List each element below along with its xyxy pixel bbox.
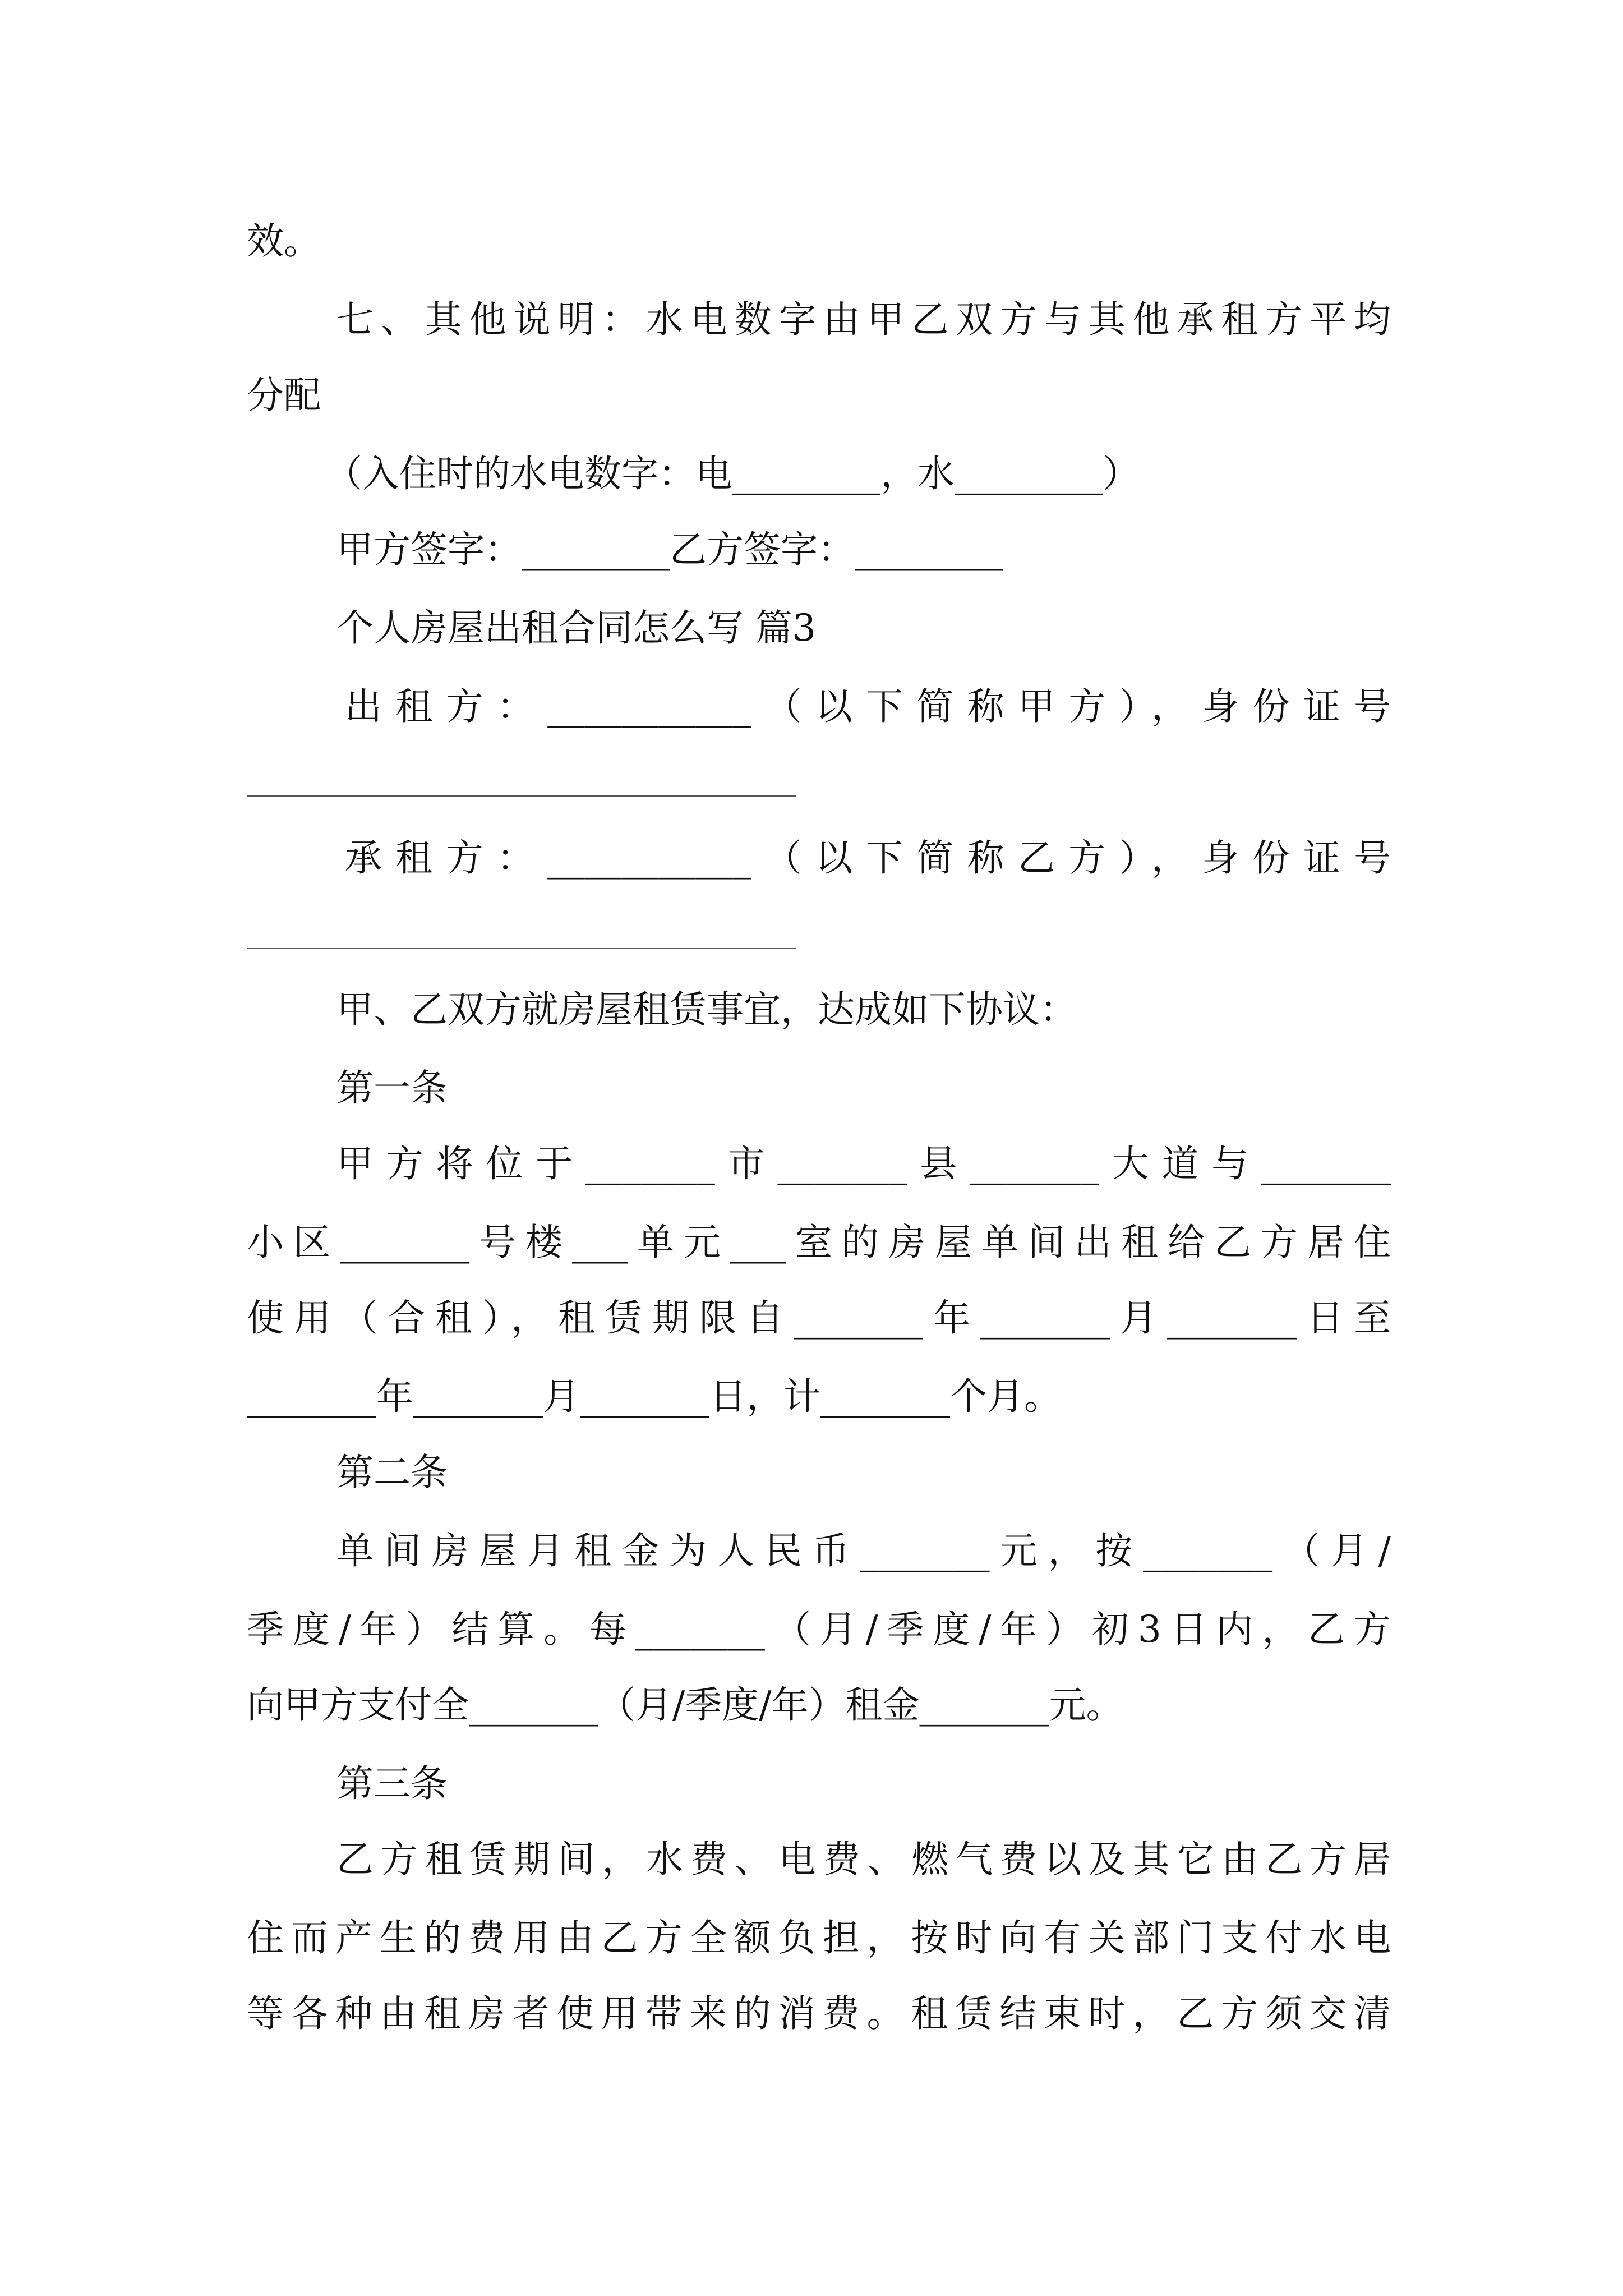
article-two-text: 季度/年）结算。每_______（月/季度/年）初3日内，乙方 — [247, 1608, 1391, 1651]
article-two-text: 单间房屋月租金为人民币_______元，按_______（月/ — [336, 1529, 1391, 1572]
article-one-text: 小区_______号楼___单元___室的房屋单间出租给乙方居住 — [247, 1221, 1391, 1264]
article-three-heading: 第三条 — [336, 1762, 448, 1805]
id-number-underline — [247, 795, 796, 797]
lessee-line: 承租方：___________（以下简称乙方），身份证号 — [345, 836, 1391, 880]
article-one-text: 甲方将位于_______市_______县_______大道与_______ — [336, 1142, 1391, 1185]
signature-line: 甲方签字：________乙方签字：________ — [336, 528, 1003, 571]
article-one-text: _______年_______月_______日，计_______个月。 — [247, 1375, 1061, 1418]
article-one-text: 使用（合租），租赁期限自_______年_______月_______日至 — [247, 1296, 1391, 1340]
article-three-text: 等各种由租房者使用带来的消费。租赁结束时，乙方须交清 — [247, 1992, 1391, 2035]
id-number-underline — [247, 948, 796, 949]
article-one-heading: 第一条 — [336, 1066, 448, 1110]
article-two-heading: 第二条 — [336, 1451, 448, 1494]
text-line: 效。 — [247, 219, 321, 263]
section-title: 个人房屋出租合同怎么写 篇3 — [336, 606, 816, 650]
article-three-text: 乙方租赁期间，水费、电费、燃气费以及其它由乙方居 — [336, 1838, 1391, 1881]
agreement-intro: 甲、乙双方就房屋租赁事宜，达成如下协议： — [336, 988, 1077, 1031]
article-three-text: 住而产生的费用由乙方全额负担，按时向有关部门支付水电 — [247, 1916, 1391, 1959]
text-line: 分配 — [247, 374, 321, 417]
clause-seven-heading: 七、其他说明：水电数字由甲乙双方与其他承租方平均 — [336, 298, 1391, 341]
lessor-line: 出租方：___________（以下简称甲方），身份证号 — [345, 685, 1391, 728]
utility-readings-line: （入住时的水电数字：电________，水________） — [325, 452, 1140, 495]
article-two-text: 向甲方支付全_______（月/季度/年）租金_______元。 — [247, 1683, 1123, 1727]
